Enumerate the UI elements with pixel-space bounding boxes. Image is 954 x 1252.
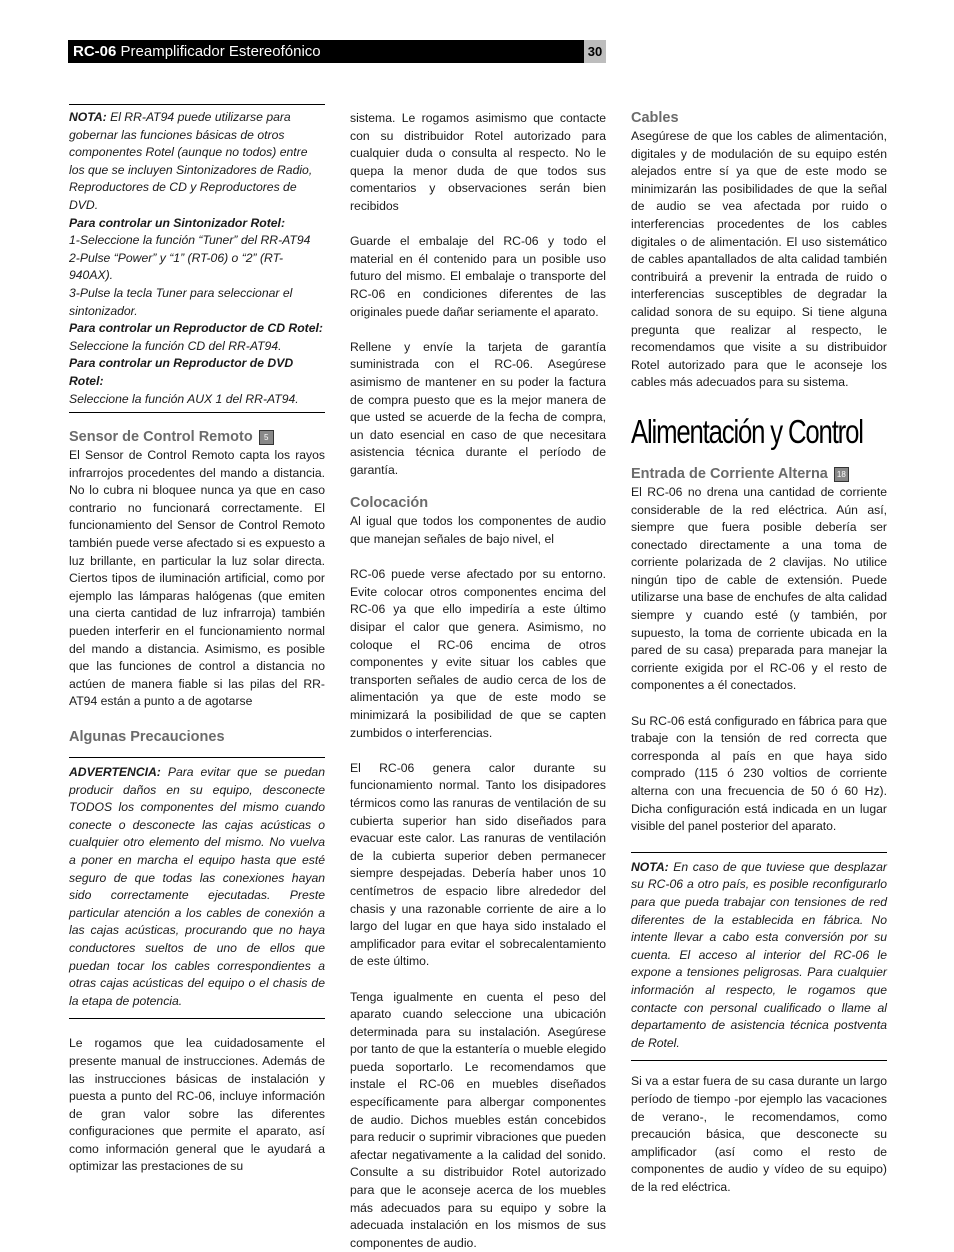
note-text: El RR-AT94 puede utilizarse para gobernar las funciones básicas de otros componentes Rotel (aunque no todos) entre los que se incluyen Sintonizadores de Radio, Reproductores de CD y Reproductores de DVD.	[69, 110, 312, 212]
placement-heading: Colocación	[350, 493, 606, 513]
warning-text: Para evitar que se puedan producir daños en su equipo, desconecte TODOS los componentes del mismo cuando conecte o desconecte las cajas acústicas o cualquier otro elemento del mismo. No vuelva a poner en marcha el equipo hasta que esté seguro de que todas las conexiones hayan sido correctamente ejecutadas. Preste particular atención a los cables de conexión a las cajas acústicas, procurando que no haya conductores sueltos de uno de ellos que puedan tocar los cables correspondientes a otras cajas acústicas del equipo o el chasis de la etapa de potencia.	[69, 765, 325, 1008]
packaging-paragraph: Guarde el embalaje del RC-06 y todo el material en él contenido para un posible uso futuro del mismo. El embalaje o transporte del RC-06 en condiciones diferentes de las originales puede dañar seriamente el aparato.	[350, 233, 606, 321]
ac-heading: Entrada de Corriente Alterna 18	[631, 464, 887, 484]
placement-paragraph-4: Tenga igualmente en cuenta el peso del aparato cuando seleccione una ubicación determinada para su instalación. Asegúrese por tanto de que la estantería o mueble elegido pueda soportarlo. Le recomendamos que instale el RC-06 en muebles diseñados específicamente para albergar componentes de audio. Dichos muebles están concebidos para reducir o suprimir vibraciones que pueden afectar negativamente a la calidad del sonido. Consulte a su distribuidor Rotel autorizado para que le aconseje acerca de los muebles más adecuados para su equipo y sobre la adecuada instalación en los mismos de sus componentes de audio.	[350, 989, 606, 1252]
dvd-text: Seleccione la función AUX 1 del RR-AT94.	[69, 391, 325, 409]
tuner-step-2: 2-Pulse “Power” y “1” (RT-06) o “2” (RT-940AX).	[69, 250, 325, 285]
precautions-text: Le rogamos que lea cuidadosamente el presente manual de instrucciones. Además de las instrucciones básicas de instalación y puesta a punto del RC-06, incluye información de gran valor sobre las diferentes configuraciones que permite el aparato, así como información general que le ayudará a optimizar las prestaciones de su	[69, 1035, 325, 1176]
callout-number: 5	[259, 430, 274, 445]
placement-paragraph-2: RC-06 puede verse afectado por su entorno. Evite colocar otros componentes encima del RC-06 ya que ello impediría a este último disipar el calor que genera. Asimismo, no coloque el RC-06 encima de otros componentes y evite situar los cables que transporten señales de audio cerca de los de alimentación ya que de este modo se minimizará la posibilidad de que se capten zumbidos o interferencias.	[350, 566, 606, 742]
ac-paragraph-1: El RC-06 no drena una cantidad de corriente considerable de la red eléctrica. Aún así, siempre que fuera posible debería ser conectado directamente a una toma de corriente polarizada de 2 clavijas. No utilice ningún tipo de cable de extensión. Puede utilizarse una base de enchufes de alta calidad siempre y cuando esté (y también, por supuesto, la toma de corriente ubicada en la pared de su casa) preparada para manejar la corriente exigida por el RC-06 y el resto de componentes a él conectados.	[631, 484, 887, 695]
tuner-step-1: 1-Seleccione la función “Tuner” del RR-AT94	[69, 232, 325, 250]
placement-paragraph-3: El RC-06 genera calor durante su funcionamiento normal. Tanto los disipadores térmicos como las ranuras de ventilación de su cubierta superior han sido diseñados para evacuar este calor. Las ranuras de ventilación de la cubierta superior deben permanecer siempre despejadas. Debería haber unos 10 centímetros de espacio libre alrededor del chasis y una razonable corriente de aire a lo largo del lugar en que haya sido instalado el amplificador para evitar el sobrecalentamiento de este último.	[350, 760, 606, 971]
cd-text: Seleccione la función CD del RR-AT94.	[69, 338, 325, 356]
page-number: 30	[584, 40, 606, 63]
section-title: Alimentación y Control	[631, 412, 831, 452]
cd-heading: Para controlar un Reproductor de CD Rotel:	[69, 320, 325, 338]
sensor-text: El Sensor de Control Remoto capta los rayos infrarrojos procedentes del mando a distancia. No lo cubra ni bloquee nunca ya que en caso contrario no funcionará correctamente. El funcionamiento del Sensor de Control Remoto también puede verse afectado si es expuesto a luz brillante, en particular la luz solar directa. Ciertos tipos de iluminación artificial, como por ejemplo las lámparas halógenas (que emiten una cierta cantidad de luz infrarroja) también pueden interferir en el funcionamiento normal del mando a distancia. Asimismo, es posible que las funciones de control a distancia no actúen de manera fiable si las pilas del RR-AT94 están a punto a de agotarse	[69, 447, 325, 711]
note-label: NOTA:	[631, 860, 669, 874]
cables-heading: Cables	[631, 108, 887, 128]
tuner-step-3: 3-Pulse la tecla Tuner para seleccionar el sintonizador.	[69, 285, 325, 320]
warning-paragraph	[69, 764, 325, 1010]
ac-paragraph-2: Su RC-06 está configurado en fábrica para que trabaje con la tensión de red correcta que corresponda al país en que haya sido comprado (115 ó 230 voltios de corriente alterna con una frecuencia de 50 ó 60 Hz). Dicha configuración está indicada en un lugar visible del panel posterior del aparato.	[631, 713, 887, 836]
note-text: En caso de que tuviese que desplazar su RC-06 a otro país, es posible reconfigurarlo para que pueda trabajar con tensiones de red diferentes de la establecida en fábrica. No intente llevar a cabo esta conversión por su cuenta. El acceso al interior del RC-06 le expone a tensiones peligrosas. Para cualquier información al respecto, le rogamos que contacte con personal cualificado o llame al departamento de asistencia técnica postventa de Rotel.	[631, 860, 887, 1050]
header-model: RC-06	[73, 43, 116, 60]
note-label: NOTA:	[69, 110, 107, 124]
column-2	[350, 110, 606, 1252]
remote-note-box	[69, 104, 325, 413]
callout-number: 18	[834, 467, 849, 482]
column-1	[69, 104, 325, 1176]
voltage-note-box	[631, 852, 887, 1062]
voltage-note	[631, 859, 887, 1053]
sensor-heading: Sensor de Control Remoto 5	[69, 427, 325, 447]
header-title: Preamplificador Estereofónico	[121, 43, 321, 60]
precautions-heading: Algunas Precauciones	[69, 727, 325, 747]
page-header	[68, 40, 584, 63]
note-paragraph	[69, 109, 325, 215]
warning-label: ADVERTENCIA:	[69, 765, 161, 779]
contact-paragraph: sistema. Le rogamos asimismo que contacte con su distribuidor Rotel autorizado para cualquier duda o consulta al respecto. No le quepa la menor duda de que todos sus comentarios y observaciones serán bien recibidos	[350, 110, 606, 216]
cables-text: Asegúrese de que los cables de alimentación, digitales y de modulación de su equipo estén alejados entre sí ya que de este modo se minimizarán las posibilidades de que la señal de audio se vea afectada por ruido o interferencias procedentes de los cables digitales o de alimentación. El uso sistemático de cables apantallados de alta calidad también contribuirá a prevenir la entrada de ruido o interferencias susceptibles de degradar la calidad sonora de su equipo. Si tiene alguna pregunta que realizar al respecto, le recomendamos que visite a su distribuidor Rotel autorizado para que le aconseje los cables más adecuados para su sistema.	[631, 128, 887, 392]
warranty-paragraph: Rellene y envíe la tarjeta de garantía suministrada con el RC-06. Asegúrese asimismo de mantener en su poder la factura de compra puesto que es la mejor manera de que usted se acuerde de la fecha de compra, un dato esencial en caso de que necesitara asistencia técnica durante el período de garantía.	[350, 339, 606, 480]
placement-paragraph-1: Al igual que todos los componentes de audio que manejan señales de bajo nivel, el	[350, 513, 606, 548]
column-3	[631, 108, 887, 1196]
tuner-heading: Para controlar un Sintonizador Rotel:	[69, 215, 325, 233]
warning-box	[69, 757, 325, 1019]
dvd-heading: Para controlar un Reproductor de DVD Rotel:	[69, 355, 325, 390]
ac-paragraph-3: Si va a estar fuera de su casa durante un largo período de tiempo -por ejemplo las vacaciones de verano-, le recomendamos, como precaución básica, que desconecte su amplificador (así como el resto de componentes de audio y vídeo de su equipo) de la red eléctrica.	[631, 1073, 887, 1196]
